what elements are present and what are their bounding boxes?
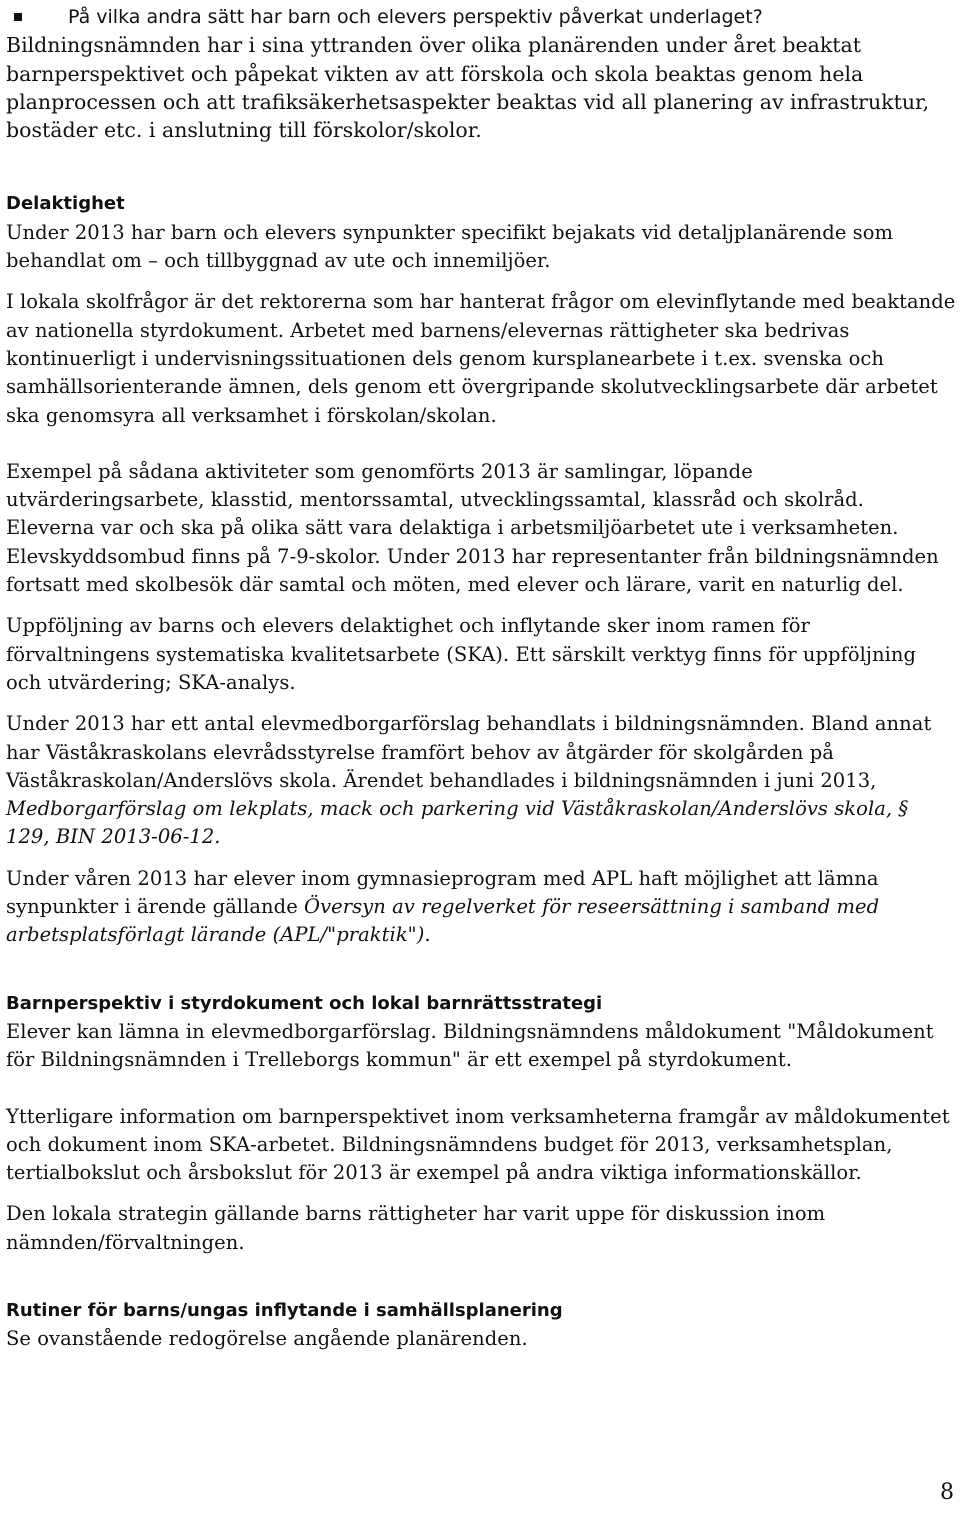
- spacer: [6, 275, 956, 288]
- delaktighet-paragraph-1: Under 2013 har barn och elevers synpunkter specifikt bejakats vid detaljplanärende som behandlat om – och tillbyggnad av ute och innemiljöer.: [6, 220, 894, 273]
- spacer: [6, 1257, 956, 1297]
- section-heading-delaktighet: Delaktighet: [6, 193, 125, 215]
- rutiner-paragraph-1: Se ovanstående redogörelse angående planärenden.: [6, 1327, 528, 1351]
- barnperspektiv-paragraph-1: Elever kan lämna in elevmedborgarförslag. Bildningsnämndens måldokument "Måldokument för Bildningsnämnden i Trelleborgs kommun" är ett exempel på styrdokument.: [6, 1019, 934, 1072]
- spacer: [6, 1075, 956, 1103]
- document-page: [6, 3, 956, 1354]
- planning-paragraph: Bildningsnämnden har i sina yttranden över olika planärenden under året beaktat barnperspektivet och påpekat vikten av att förskola och skola beaktas genom hela planprocessen och att trafiksäkerhetsaspekter beaktas vid all planering av infrastruktur, bostäder etc. i anslutning till förskolor/skolor.: [6, 33, 930, 143]
- bullet-item: [6, 3, 956, 31]
- paragraph-end: .: [424, 923, 431, 947]
- spacer: [6, 430, 956, 458]
- barnperspektiv-paragraph-3: Den lokala strategin gällande barns rättigheter har varit uppe för diskussion inom nämnden/förvaltningen.: [6, 1202, 826, 1254]
- delaktighet-paragraph-6: [6, 865, 956, 950]
- spacer: [6, 599, 956, 612]
- delaktighet-paragraph-4: Uppföljning av barns och elevers delaktighet och inflytande sker inom ramen för förvaltningens systematiska kvalitetsarbete (SKA). Ett särskilt verktyg finns för uppföljning och utvärdering; SKA-analys.: [6, 614, 917, 694]
- delaktighet-paragraph-5: [6, 710, 956, 851]
- spacer: [6, 950, 956, 990]
- paragraph-text: Under våren 2013 har elever inom gymnasieprogram med APL haft möjlighet att lämna synpunkter i ärende gällande: [6, 866, 879, 919]
- section-heading-barnperspektiv: Barnperspektiv i styrdokument och lokal barnrättsstrategi: [6, 992, 603, 1014]
- citation-italic: Översyn av regelverket för reseersättning i samband med arbetsplatsförlagt lärande (APL/"praktik"): [6, 895, 880, 947]
- paragraph-text: Under 2013 har ett antal elevmedborgarförslag behandlats i bildningsnämnden. Bland annat har Väståkraskolans elevrådsstyrelse framfört behov av åtgärder för skolgården på Väståkraskolan/Anderslövs skola. Ärendet behandlades i bildningsnämnden i juni 2013,: [6, 712, 932, 792]
- spacer: [6, 144, 956, 184]
- spacer: [6, 697, 956, 710]
- barnperspektiv-paragraph-2: Ytterligare information om barnperspektivet inom verksamheterna framgår av måldokumentet och dokument inom SKA-arbetet. Bildningsnämndens budget för 2013, verksamhetsplan, tertialbokslut och årsbokslut för 2013 är exempel på andra viktiga informationskällor.: [6, 1104, 950, 1185]
- page-number: 8: [940, 1480, 954, 1505]
- bullet-question: På vilka andra sätt har barn och elevers perspektiv påverkat underlaget?: [68, 6, 763, 28]
- citation-italic: Medborgarförslag om lekplats, mack och parkering vid Väståkraskolan/Anderslövs skola, § 129, BIN 2013-06-12.: [6, 797, 909, 849]
- square-bullet-icon: [14, 13, 22, 21]
- spacer: [6, 1187, 956, 1200]
- delaktighet-paragraph-2: I lokala skolfrågor är det rektorerna som har hanterat frågor om elevinflytande med beaktande av nationella styrdokument. Arbetet med barnens/elevernas rättigheter ska bedrivas kontinuerligt i undervisningssituationen dels genom kursplanearbete i t.ex. svenska och samhällsorienterande ämnen, dels genom ett övergripande skolutvecklingsarbete där arbetet ska genomsyra all verksamhet i förskolan/skolan.: [6, 290, 956, 427]
- section-heading-rutiner: Rutiner för barns/ungas inflytande i samhällsplanering: [6, 1299, 563, 1321]
- spacer: [6, 852, 956, 865]
- delaktighet-paragraph-3: Exempel på sådana aktiviteter som genomförts 2013 är samlingar, löpande utvärderingsarbete, klasstid, mentorssamtal, utvecklingssamtal, klassråd och skolråd. Eleverna var och ska på olika sätt vara delaktiga i arbetsmiljöarbetet ute i verksamheten. Elevskyddsombud finns på 7-9-skolor. Under 2013 har representanter från bildningsnämnden fortsatt med skolbesök där samtal och möten, med elever och lärare, varit en naturlig del.: [6, 459, 939, 597]
